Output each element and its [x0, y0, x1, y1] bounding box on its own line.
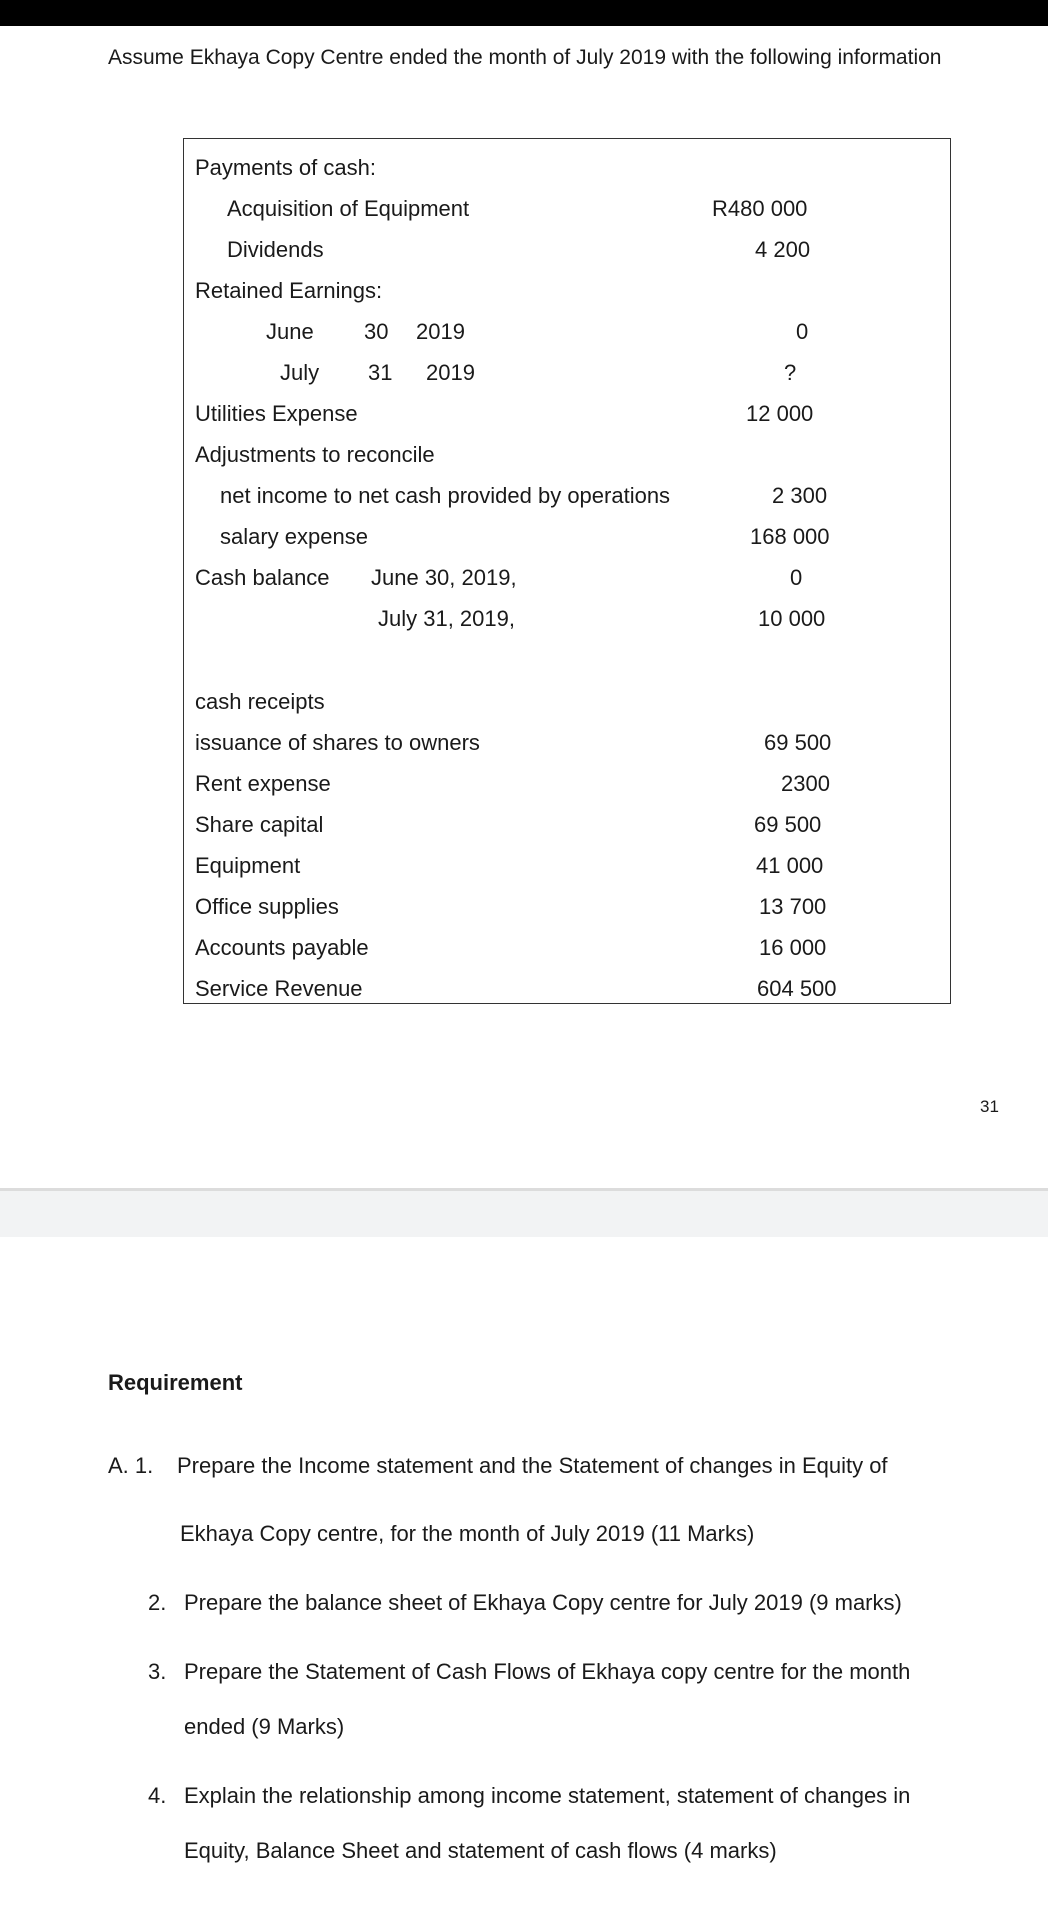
accounts-payable-value: 16 000 — [759, 935, 827, 960]
page-number: 31 — [980, 1097, 999, 1116]
top-black-bar — [0, 0, 1048, 26]
adjustments-label: Adjustments to reconcile — [195, 442, 435, 467]
rent-expense-value: 2300 — [781, 771, 830, 796]
dividends-label: Dividends — [227, 237, 324, 262]
page-separator — [0, 1188, 1048, 1237]
utilities-label: Utilities Expense — [195, 401, 358, 426]
share-capital-label: Share capital — [195, 812, 324, 837]
salary-expense-label: salary expense — [220, 524, 368, 549]
q1-text-line2: Ekhaya Copy centre, for the month of July 2019 (11 Marks) — [180, 1521, 755, 1546]
service-revenue-label: Service Revenue — [195, 976, 363, 1001]
service-revenue-value: 604 500 — [757, 976, 837, 1001]
q2-text: Prepare the balance sheet of Ekhaya Copy centre for July 2019 (9 marks) — [184, 1590, 902, 1615]
cash-balance-label: Cash balance — [195, 565, 330, 590]
data-table-box — [183, 138, 951, 1004]
cash-july-date: July 31, 2019, — [378, 606, 515, 631]
re-june-day: 30 — [364, 319, 389, 344]
re-june-value: 0 — [796, 319, 809, 344]
q1-number: A. 1. — [108, 1453, 154, 1478]
net-income-label: net income to net cash provided by operations — [220, 483, 671, 508]
office-supplies-label: Office supplies — [195, 894, 339, 919]
q4-text-line1: Explain the relationship among income statement, statement of changes in — [184, 1783, 911, 1808]
equipment-label: Equipment — [195, 853, 301, 878]
utilities-value: 12 000 — [746, 401, 814, 426]
dividends-value: 4 200 — [755, 237, 811, 262]
acquisition-value: R480 000 — [712, 196, 808, 221]
q3-text-line2: ended (9 Marks) — [184, 1714, 345, 1739]
re-july-month: July — [280, 360, 320, 385]
re-july-value: ? — [784, 360, 797, 385]
payments-header: Payments of cash: — [195, 155, 376, 180]
intro-text: Assume Ekhaya Copy Centre ended the month of July 2019 with the following information — [108, 46, 942, 69]
q4-number: 4. — [148, 1783, 167, 1808]
accounts-payable-label: Accounts payable — [195, 935, 369, 960]
requirement-heading: Requirement — [108, 1370, 243, 1395]
cash-july-value: 10 000 — [758, 606, 826, 631]
q2-number: 2. — [148, 1590, 167, 1615]
q3-number: 3. — [148, 1659, 167, 1684]
equipment-value: 41 000 — [756, 853, 824, 878]
salary-expense-value: 168 000 — [750, 524, 830, 549]
q4-text-line2: Equity, Balance Sheet and statement of cash flows (4 marks) — [184, 1838, 777, 1863]
re-july-year: 2019 — [426, 360, 475, 385]
issuance-label: issuance of shares to owners — [195, 730, 480, 755]
re-july-day: 31 — [368, 360, 393, 385]
q3-text-line1: Prepare the Statement of Cash Flows of Ekhaya copy centre for the month — [184, 1659, 911, 1684]
cash-june-date: June 30, 2019, — [371, 565, 517, 590]
cash-june-value: 0 — [790, 565, 803, 590]
re-june-month: June — [266, 319, 314, 344]
retained-earnings-header: Retained Earnings: — [195, 278, 383, 303]
office-supplies-value: 13 700 — [759, 894, 827, 919]
re-june-year: 2019 — [416, 319, 465, 344]
cash-receipts-label: cash receipts — [195, 689, 325, 714]
issuance-value: 69 500 — [764, 730, 832, 755]
net-income-value: 2 300 — [772, 483, 828, 508]
rent-expense-label: Rent expense — [195, 771, 331, 796]
q1-text-line1: Prepare the Income statement and the Statement of changes in Equity of — [177, 1453, 888, 1478]
share-capital-value: 69 500 — [754, 812, 822, 837]
acquisition-label: Acquisition of Equipment — [227, 196, 470, 221]
